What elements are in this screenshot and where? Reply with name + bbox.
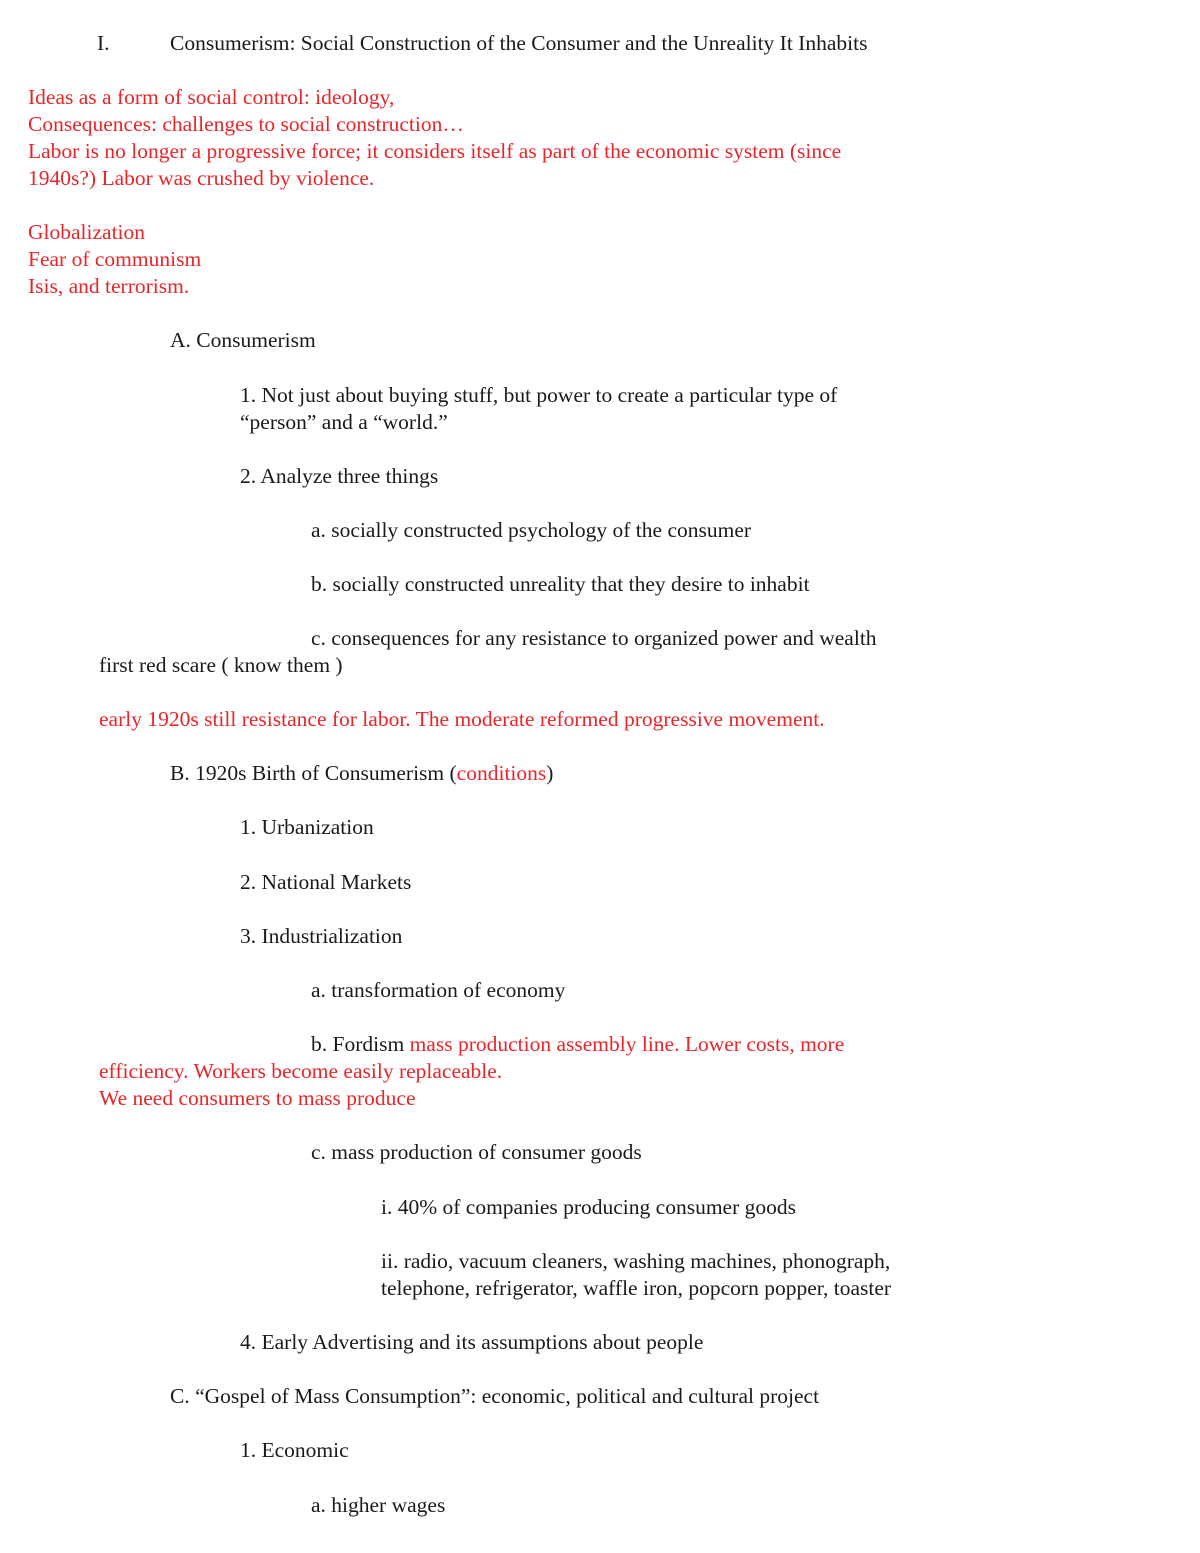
note-communism: Fear of communism	[28, 247, 202, 271]
note-terrorism: Isis, and terrorism.	[28, 274, 190, 298]
section-b-item1: 1. Urbanization	[240, 815, 374, 839]
section-b-roman-ii-line2: telephone, refrigerator, waffle iron, popcorn popper, toaster	[381, 1276, 892, 1300]
note-consumers: We need consumers to mass produce	[99, 1086, 416, 1110]
section-c-item1: 1. Economic	[240, 1438, 349, 1462]
section-a-sub-c: c. consequences for any resistance to organized power and wealth	[311, 626, 877, 650]
note-early-1920s: early 1920s still resistance for labor. The moderate reformed progressive movement.	[99, 707, 825, 731]
note-red-scare: first red scare ( know them )	[99, 653, 343, 677]
section-b-item4: 4. Early Advertising and its assumptions about people	[240, 1330, 704, 1354]
note-labor-line1: Labor is no longer a progressive force; it considers itself as part of the economic system (since	[28, 139, 842, 163]
section-a-sub-a: a. socially constructed psychology of the consumer	[311, 518, 752, 542]
section-b-roman-i: i. 40% of companies producing consumer goods	[381, 1195, 796, 1219]
note-ideology: Ideas as a form of social control: ideology,	[28, 85, 395, 109]
note-globalization: Globalization	[28, 220, 146, 244]
section-b-sub-b-note: mass production assembly line. Lower costs, more	[409, 1032, 845, 1056]
section-a-item2: 2. Analyze three things	[240, 464, 439, 488]
section-b-item2: 2. National Markets	[240, 870, 412, 894]
section-c-sub-a: a. higher wages	[311, 1493, 446, 1517]
note-consequences: Consequences: challenges to social construction…	[28, 112, 464, 136]
section-b-title	[170, 760, 553, 787]
section-b-item3: 3. Industrialization	[240, 924, 403, 948]
section-b-roman-ii-line1: ii. radio, vacuum cleaners, washing machines, phonograph,	[381, 1249, 891, 1273]
section-b-sub-a: a. transformation of economy	[311, 978, 566, 1002]
heading-numeral: I.	[97, 31, 110, 55]
section-b-title-suffix: )	[546, 761, 554, 785]
heading-title: Consumerism: Social Construction of the Consumer and the Unreality It Inhabits	[170, 31, 868, 55]
section-b-sub-c: c. mass production of consumer goods	[311, 1140, 642, 1164]
section-a-item1-line2: “person” and a “world.”	[240, 410, 448, 434]
note-efficiency: efficiency. Workers become easily replaceable.	[99, 1059, 503, 1083]
section-c-title: C. “Gospel of Mass Consumption”: economic, political and cultural project	[170, 1384, 820, 1408]
section-b-title-prefix: B. 1920s Birth of Consumerism (	[170, 761, 457, 785]
section-a-item1-line1: 1. Not just about buying stuff, but power to create a particular type of	[240, 383, 838, 407]
note-labor-line2: 1940s?) Labor was crushed by violence.	[28, 166, 375, 190]
section-a-title: A. Consumerism	[170, 328, 316, 352]
section-b-sub-b-prefix: b. Fordism	[311, 1032, 410, 1056]
section-b-title-conditions: conditions	[456, 761, 547, 785]
section-b-sub-b	[311, 1031, 844, 1058]
section-a-sub-b: b. socially constructed unreality that they desire to inhabit	[311, 572, 810, 596]
